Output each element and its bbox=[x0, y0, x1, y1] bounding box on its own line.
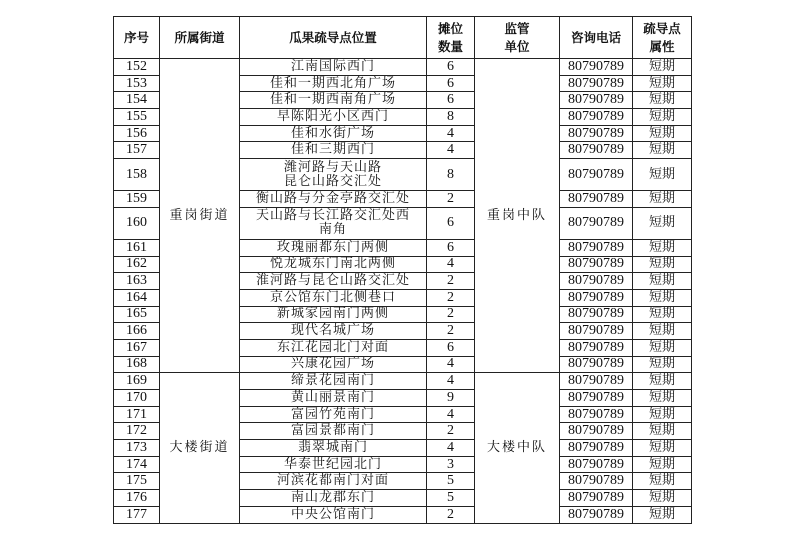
row-unit: 大楼中队 bbox=[475, 373, 560, 523]
row-location bbox=[240, 423, 427, 440]
row-stalls: 2 bbox=[427, 306, 475, 323]
location-line: 富园竹苑南门 bbox=[290, 406, 375, 422]
header-stalls: 摊位 数量 bbox=[427, 17, 475, 59]
row-seq: 177 bbox=[114, 506, 160, 523]
location-line: 兴康花园广场 bbox=[290, 356, 375, 372]
row-location bbox=[240, 373, 427, 390]
row-phone: 80790789 bbox=[560, 109, 633, 126]
row-seq: 164 bbox=[114, 289, 160, 306]
header-attr: 疏导点 属性 bbox=[633, 17, 692, 59]
location-line: 江南国际西门 bbox=[290, 58, 375, 74]
row-attr: 短期 bbox=[633, 323, 692, 340]
row-stalls: 2 bbox=[427, 423, 475, 440]
row-stalls: 4 bbox=[427, 142, 475, 159]
location-line: 玫瑰丽都东门两侧 bbox=[276, 239, 389, 255]
row-attr: 短期 bbox=[633, 191, 692, 208]
row-seq: 155 bbox=[114, 109, 160, 126]
row-attr: 短期 bbox=[633, 373, 692, 390]
row-phone: 80790789 bbox=[560, 125, 633, 142]
row-phone: 80790789 bbox=[560, 456, 633, 473]
row-phone: 80790789 bbox=[560, 440, 633, 457]
row-phone: 80790789 bbox=[560, 339, 633, 356]
row-seq: 160 bbox=[114, 207, 160, 239]
row-stalls: 2 bbox=[427, 273, 475, 290]
row-seq: 153 bbox=[114, 75, 160, 92]
row-phone: 80790789 bbox=[560, 356, 633, 373]
row-stalls: 6 bbox=[427, 59, 475, 76]
row-phone: 80790789 bbox=[560, 142, 633, 159]
row-stalls: 8 bbox=[427, 109, 475, 126]
row-location bbox=[240, 490, 427, 507]
row-location bbox=[240, 473, 427, 490]
row-seq: 168 bbox=[114, 356, 160, 373]
location-line: 京公馆东门北侧巷口 bbox=[269, 289, 396, 305]
row-location bbox=[240, 273, 427, 290]
row-attr: 短期 bbox=[633, 490, 692, 507]
row-location bbox=[240, 356, 427, 373]
row-phone: 80790789 bbox=[560, 373, 633, 390]
row-phone: 80790789 bbox=[560, 191, 633, 208]
row-phone: 80790789 bbox=[560, 207, 633, 239]
row-attr: 短期 bbox=[633, 440, 692, 457]
row-phone: 80790789 bbox=[560, 92, 633, 109]
location-line: 现代名城广场 bbox=[290, 323, 375, 339]
row-seq: 166 bbox=[114, 323, 160, 340]
row-phone: 80790789 bbox=[560, 490, 633, 507]
table-row bbox=[114, 59, 692, 76]
row-location bbox=[240, 323, 427, 340]
row-stalls: 4 bbox=[427, 440, 475, 457]
row-attr: 短期 bbox=[633, 125, 692, 142]
row-stalls: 2 bbox=[427, 506, 475, 523]
header-location: 瓜果疏导点位置 bbox=[240, 17, 427, 59]
row-stalls: 6 bbox=[427, 339, 475, 356]
row-attr: 短期 bbox=[633, 256, 692, 273]
row-phone: 80790789 bbox=[560, 159, 633, 191]
location-line: 黄山丽景南门 bbox=[290, 389, 375, 405]
row-stalls: 9 bbox=[427, 390, 475, 407]
row-attr: 短期 bbox=[633, 423, 692, 440]
row-location bbox=[240, 390, 427, 407]
row-seq: 175 bbox=[114, 473, 160, 490]
row-stalls: 4 bbox=[427, 356, 475, 373]
row-location bbox=[240, 191, 427, 208]
row-phone: 80790789 bbox=[560, 306, 633, 323]
row-location bbox=[240, 239, 427, 256]
location-line: 东江花园北门对面 bbox=[276, 339, 389, 355]
row-attr: 短期 bbox=[633, 207, 692, 239]
row-attr: 短期 bbox=[633, 289, 692, 306]
row-seq: 161 bbox=[114, 239, 160, 256]
location-line: 佳和水街广场 bbox=[290, 125, 375, 141]
location-line: 佳和一期西南角广场 bbox=[269, 92, 396, 108]
row-seq: 170 bbox=[114, 390, 160, 407]
row-attr: 短期 bbox=[633, 339, 692, 356]
row-seq: 156 bbox=[114, 125, 160, 142]
row-location bbox=[240, 440, 427, 457]
row-stalls: 2 bbox=[427, 323, 475, 340]
row-stalls: 6 bbox=[427, 239, 475, 256]
row-seq: 176 bbox=[114, 490, 160, 507]
location-line: 佳和三期西门 bbox=[290, 142, 375, 158]
row-seq: 173 bbox=[114, 440, 160, 457]
row-seq: 165 bbox=[114, 306, 160, 323]
header-unit: 监管 单位 bbox=[475, 17, 560, 59]
location-line: 河滨花都南门对面 bbox=[276, 473, 389, 489]
location-line: 悦龙城东门南北两侧 bbox=[269, 256, 396, 272]
row-phone: 80790789 bbox=[560, 423, 633, 440]
table-body bbox=[114, 59, 692, 524]
location-line: 缔景花园南门 bbox=[290, 373, 375, 389]
row-phone: 80790789 bbox=[560, 256, 633, 273]
row-location bbox=[240, 289, 427, 306]
location-line: 早陈阳光小区西门 bbox=[276, 108, 389, 124]
row-location bbox=[240, 339, 427, 356]
row-phone: 80790789 bbox=[560, 59, 633, 76]
row-stalls: 6 bbox=[427, 207, 475, 239]
row-attr: 短期 bbox=[633, 142, 692, 159]
row-stalls: 4 bbox=[427, 406, 475, 423]
location-line: 南角 bbox=[318, 222, 347, 238]
row-attr: 短期 bbox=[633, 59, 692, 76]
row-attr: 短期 bbox=[633, 109, 692, 126]
row-stalls: 4 bbox=[427, 373, 475, 390]
row-seq: 167 bbox=[114, 339, 160, 356]
row-location bbox=[240, 159, 427, 191]
row-phone: 80790789 bbox=[560, 273, 633, 290]
row-attr: 短期 bbox=[633, 506, 692, 523]
row-seq: 159 bbox=[114, 191, 160, 208]
row-location bbox=[240, 506, 427, 523]
row-street: 重岗街道 bbox=[160, 59, 240, 373]
row-location bbox=[240, 125, 427, 142]
row-attr: 短期 bbox=[633, 356, 692, 373]
row-phone: 80790789 bbox=[560, 289, 633, 306]
row-stalls: 2 bbox=[427, 191, 475, 208]
row-stalls: 5 bbox=[427, 490, 475, 507]
row-seq: 172 bbox=[114, 423, 160, 440]
row-stalls: 3 bbox=[427, 456, 475, 473]
row-location bbox=[240, 207, 427, 239]
row-stalls: 8 bbox=[427, 159, 475, 191]
row-stalls: 4 bbox=[427, 256, 475, 273]
header-row bbox=[114, 17, 692, 59]
location-line: 翡翠城南门 bbox=[297, 439, 368, 455]
row-seq: 157 bbox=[114, 142, 160, 159]
row-phone: 80790789 bbox=[560, 406, 633, 423]
row-stalls: 4 bbox=[427, 125, 475, 142]
row-location bbox=[240, 92, 427, 109]
location-line: 南山龙郡东门 bbox=[290, 489, 375, 505]
row-street: 大楼街道 bbox=[160, 373, 240, 523]
location-line: 淮河路与昆仑山路交汇处 bbox=[255, 273, 410, 289]
location-line: 昆仑山路交汇处 bbox=[283, 173, 382, 189]
location-line: 新城家园南门两侧 bbox=[276, 306, 389, 322]
location-line: 天山路与长江路交汇处西 bbox=[255, 208, 410, 224]
row-phone: 80790789 bbox=[560, 75, 633, 92]
row-seq: 158 bbox=[114, 159, 160, 191]
row-seq: 154 bbox=[114, 92, 160, 109]
row-attr: 短期 bbox=[633, 92, 692, 109]
row-attr: 短期 bbox=[633, 456, 692, 473]
header-street: 所属街道 bbox=[160, 17, 240, 59]
row-seq: 152 bbox=[114, 59, 160, 76]
fruit-stall-table bbox=[113, 16, 692, 524]
row-seq: 169 bbox=[114, 373, 160, 390]
row-attr: 短期 bbox=[633, 239, 692, 256]
row-location bbox=[240, 306, 427, 323]
header-phone: 咨询电话 bbox=[560, 17, 633, 59]
row-location bbox=[240, 406, 427, 423]
row-location bbox=[240, 456, 427, 473]
location-line: 佳和一期西北角广场 bbox=[269, 75, 396, 91]
row-attr: 短期 bbox=[633, 306, 692, 323]
row-stalls: 5 bbox=[427, 473, 475, 490]
row-location bbox=[240, 142, 427, 159]
row-attr: 短期 bbox=[633, 473, 692, 490]
location-line: 中央公馆南门 bbox=[290, 506, 375, 522]
row-attr: 短期 bbox=[633, 273, 692, 290]
row-seq: 174 bbox=[114, 456, 160, 473]
row-seq: 163 bbox=[114, 273, 160, 290]
row-phone: 80790789 bbox=[560, 506, 633, 523]
row-stalls: 2 bbox=[427, 289, 475, 306]
row-phone: 80790789 bbox=[560, 473, 633, 490]
row-phone: 80790789 bbox=[560, 323, 633, 340]
row-stalls: 6 bbox=[427, 92, 475, 109]
row-unit: 重岗中队 bbox=[475, 59, 560, 373]
row-seq: 162 bbox=[114, 256, 160, 273]
location-line: 衡山路与分金亭路交汇处 bbox=[255, 190, 410, 206]
row-phone: 80790789 bbox=[560, 390, 633, 407]
row-location bbox=[240, 59, 427, 76]
row-phone: 80790789 bbox=[560, 239, 633, 256]
row-attr: 短期 bbox=[633, 390, 692, 407]
row-attr: 短期 bbox=[633, 159, 692, 191]
row-stalls: 6 bbox=[427, 75, 475, 92]
table-row bbox=[114, 373, 692, 390]
header-seq: 序号 bbox=[114, 17, 160, 59]
row-attr: 短期 bbox=[633, 75, 692, 92]
row-seq: 171 bbox=[114, 406, 160, 423]
row-location bbox=[240, 109, 427, 126]
row-location bbox=[240, 75, 427, 92]
row-location bbox=[240, 256, 427, 273]
location-line: 华泰世纪园北门 bbox=[283, 456, 382, 472]
location-line: 潍河路与天山路 bbox=[283, 159, 382, 175]
location-line: 富园景都南门 bbox=[290, 423, 375, 439]
row-attr: 短期 bbox=[633, 406, 692, 423]
